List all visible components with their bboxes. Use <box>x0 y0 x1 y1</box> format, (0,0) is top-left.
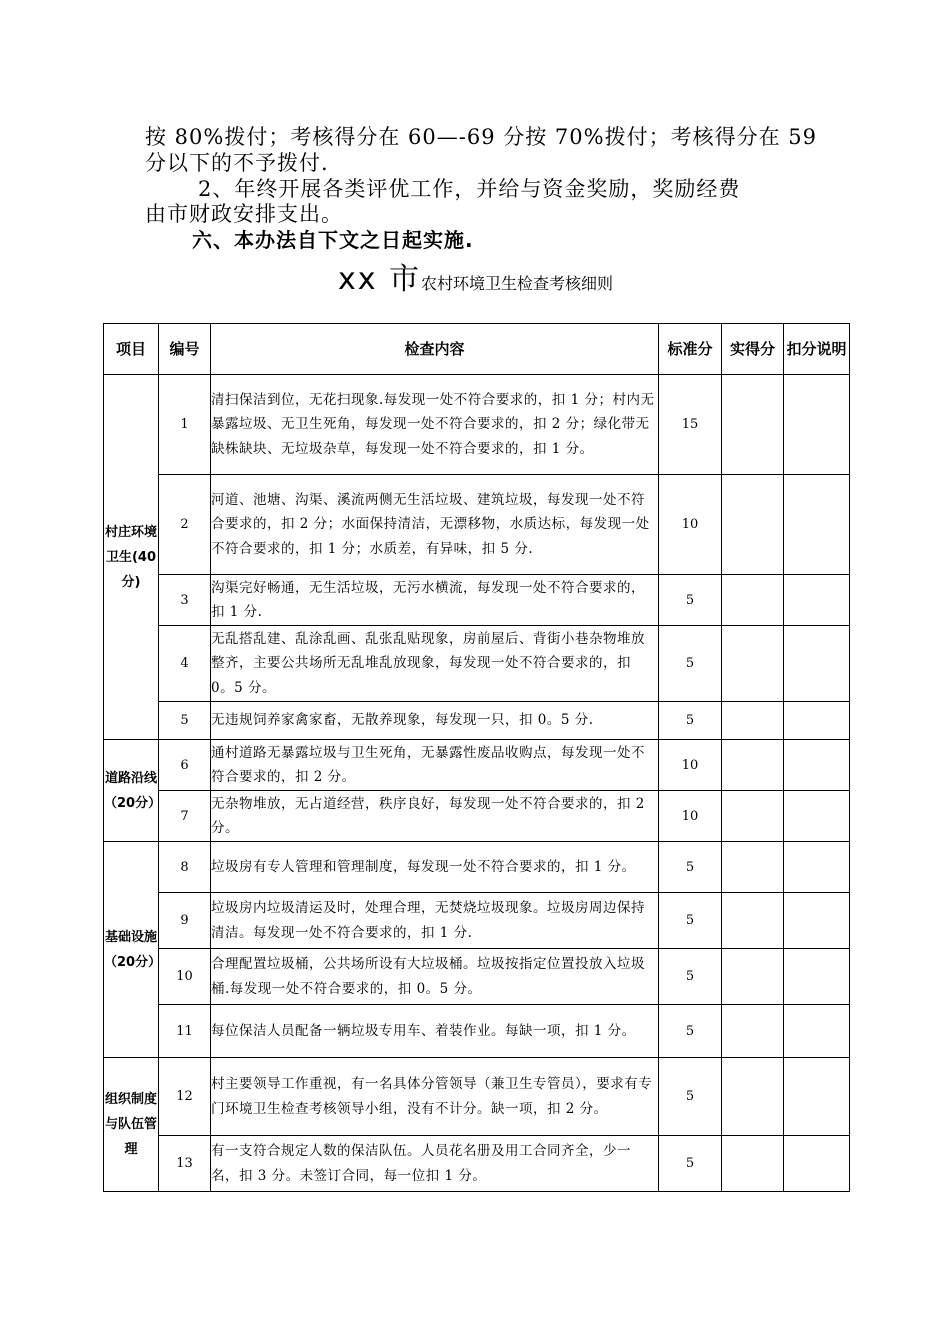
row-content: 有一支符合规定人数的保洁队伍。人员花名册及用工合同齐全，少一名，扣 3 分。未签订合同，每一位扣 1 分。 <box>211 1136 659 1192</box>
row-content: 垃圾房内垃圾清运及时，处理合理，无焚烧垃圾现象。垃圾房周边保持清洁。每发现一处不符合要求的，扣 1 分. <box>211 893 659 949</box>
row-number: 6 <box>159 740 211 791</box>
actual-score-cell <box>722 475 784 575</box>
table-row <box>104 702 850 740</box>
category-organization: 组织制度与队伍管理 <box>104 1058 159 1192</box>
row-number: 9 <box>159 893 211 949</box>
row-content: 每位保洁人员配备一辆垃圾专用车、着装作业。每缺一项，扣 1 分。 <box>211 1005 659 1058</box>
table-row <box>104 949 850 1005</box>
row-number: 13 <box>159 1136 211 1192</box>
row-content: 沟渠完好畅通，无生活垃圾，无污水横流，每发现一处不符合要求的，扣 1 分. <box>211 575 659 626</box>
row-score: 15 <box>659 375 722 475</box>
row-content: 村主要领导工作重视，有一名具体分管领导（兼卫生专管员），要求有专门环境卫生检查考核领导小组，没有不计分。缺一项，扣 2 分。 <box>211 1058 659 1136</box>
row-score: 5 <box>659 1058 722 1136</box>
actual-score-cell <box>722 1005 784 1058</box>
actual-score-cell <box>722 375 784 475</box>
document-title <box>338 254 613 298</box>
row-score: 10 <box>659 475 722 575</box>
deduction-note-cell <box>784 1136 850 1192</box>
actual-score-cell <box>722 1136 784 1192</box>
row-number: 8 <box>159 842 211 893</box>
table-row <box>104 893 850 949</box>
deduction-note-cell <box>784 893 850 949</box>
actual-score-cell <box>722 949 784 1005</box>
deduction-note-cell <box>784 575 850 626</box>
row-content: 河道、池塘、沟渠、溪流两侧无生活垃圾、建筑垃圾，每发现一处不符合要求的，扣 2 分；水面保持清洁，无漂移物，水质达标，每发现一处不符合要求的，扣 1 分；水质差，有异味，扣 5 分. <box>211 475 659 575</box>
row-score: 10 <box>659 791 722 842</box>
deduction-note-cell <box>784 1058 850 1136</box>
deduction-note-cell <box>784 842 850 893</box>
row-content: 合理配置垃圾桶，公共场所设有大垃圾桶。垃圾按指定位置投放入垃圾桶.每发现一处不符合要求的，扣 0。5 分。 <box>211 949 659 1005</box>
header-content: 检查内容 <box>211 324 659 375</box>
row-number: 5 <box>159 702 211 740</box>
actual-score-cell <box>722 1058 784 1136</box>
deduction-note-cell <box>784 1005 850 1058</box>
actual-score-cell <box>722 626 784 702</box>
table-row <box>104 1005 850 1058</box>
row-score: 5 <box>659 1005 722 1058</box>
intro-line-4: 由市财政安排支出。 <box>145 202 343 226</box>
table-row <box>104 1058 850 1136</box>
table-row <box>104 375 850 475</box>
header-standard: 标准分 <box>659 324 722 375</box>
header-deduction: 扣分说明 <box>784 324 850 375</box>
row-number: 2 <box>159 475 211 575</box>
row-score: 10 <box>659 740 722 791</box>
intro-line-5: 六、本办法自下文之日起实施. <box>192 228 474 252</box>
title-city: xx 市 <box>338 262 422 297</box>
table-row <box>104 1136 850 1192</box>
row-number: 11 <box>159 1005 211 1058</box>
table-row <box>104 626 850 702</box>
header-actual: 实得分 <box>722 324 784 375</box>
row-number: 12 <box>159 1058 211 1136</box>
row-number: 10 <box>159 949 211 1005</box>
actual-score-cell <box>722 893 784 949</box>
row-score: 5 <box>659 893 722 949</box>
deduction-note-cell <box>784 740 850 791</box>
deduction-note-cell <box>784 702 850 740</box>
actual-score-cell <box>722 740 784 791</box>
intro-line-1: 按 80%拨付；考核得分在 60—-69 分按 70%拨付；考核得分在 59 <box>145 125 817 149</box>
row-number: 3 <box>159 575 211 626</box>
deduction-note-cell <box>784 375 850 475</box>
deduction-note-cell <box>784 626 850 702</box>
row-content: 无违规饲养家禽家畜，无散养现象，每发现一只，扣 0。5 分. <box>211 702 659 740</box>
header-number: 编号 <box>159 324 211 375</box>
deduction-note-cell <box>784 949 850 1005</box>
row-content: 无乱搭乱建、乱涂乱画、乱张乱贴现象，房前屋后、背街小巷杂物堆放整齐，主要公共场所无乱堆乱放现象，每发现一处不符合要求的，扣 0。5 分。 <box>211 626 659 702</box>
deduction-note-cell <box>784 791 850 842</box>
row-score: 5 <box>659 949 722 1005</box>
table-header-row <box>104 324 850 375</box>
row-content: 通村道路无暴露垃圾与卫生死角，无暴露性废品收购点，每发现一处不符合要求的，扣 2 分。 <box>211 740 659 791</box>
category-roadside: 道路沿线（20分） <box>104 740 159 842</box>
row-score: 5 <box>659 1136 722 1192</box>
row-number: 4 <box>159 626 211 702</box>
row-score: 5 <box>659 842 722 893</box>
intro-line-2: 分以下的不予拨付. <box>145 151 329 175</box>
actual-score-cell <box>722 702 784 740</box>
table-row <box>104 740 850 791</box>
row-score: 5 <box>659 702 722 740</box>
category-village: 村庄环境卫生(40分) <box>104 375 159 740</box>
row-number: 1 <box>159 375 211 475</box>
row-content: 清扫保洁到位，无花扫现象.每发现一处不符合要求的，扣 1 分；村内无暴露垃圾、无卫生死角，每发现一处不符合要求的，扣 2 分；绿化带无缺株缺块、无垃圾杂草，每发现一处不符合要求的，扣 1 分。 <box>211 375 659 475</box>
category-infrastructure: 基础设施（20分） <box>104 842 159 1058</box>
actual-score-cell <box>722 842 784 893</box>
table-row <box>104 475 850 575</box>
intro-line-3: 2、年终开展各类评优工作，并给与资金奖励，奖励经费 <box>198 177 741 201</box>
row-content: 无杂物堆放，无占道经营，秩序良好，每发现一处不符合要求的，扣 2 分。 <box>211 791 659 842</box>
table-row <box>104 575 850 626</box>
actual-score-cell <box>722 791 784 842</box>
row-score: 5 <box>659 626 722 702</box>
table-row <box>104 791 850 842</box>
score-table <box>103 323 850 1192</box>
row-number: 7 <box>159 791 211 842</box>
row-score: 5 <box>659 575 722 626</box>
row-content: 垃圾房有专人管理和管理制度，每发现一处不符合要求的，扣 1 分。 <box>211 842 659 893</box>
title-rest: 农村环境卫生检查考核细则 <box>421 274 614 293</box>
actual-score-cell <box>722 575 784 626</box>
header-project: 项目 <box>104 324 159 375</box>
table-row <box>104 842 850 893</box>
deduction-note-cell <box>784 475 850 575</box>
